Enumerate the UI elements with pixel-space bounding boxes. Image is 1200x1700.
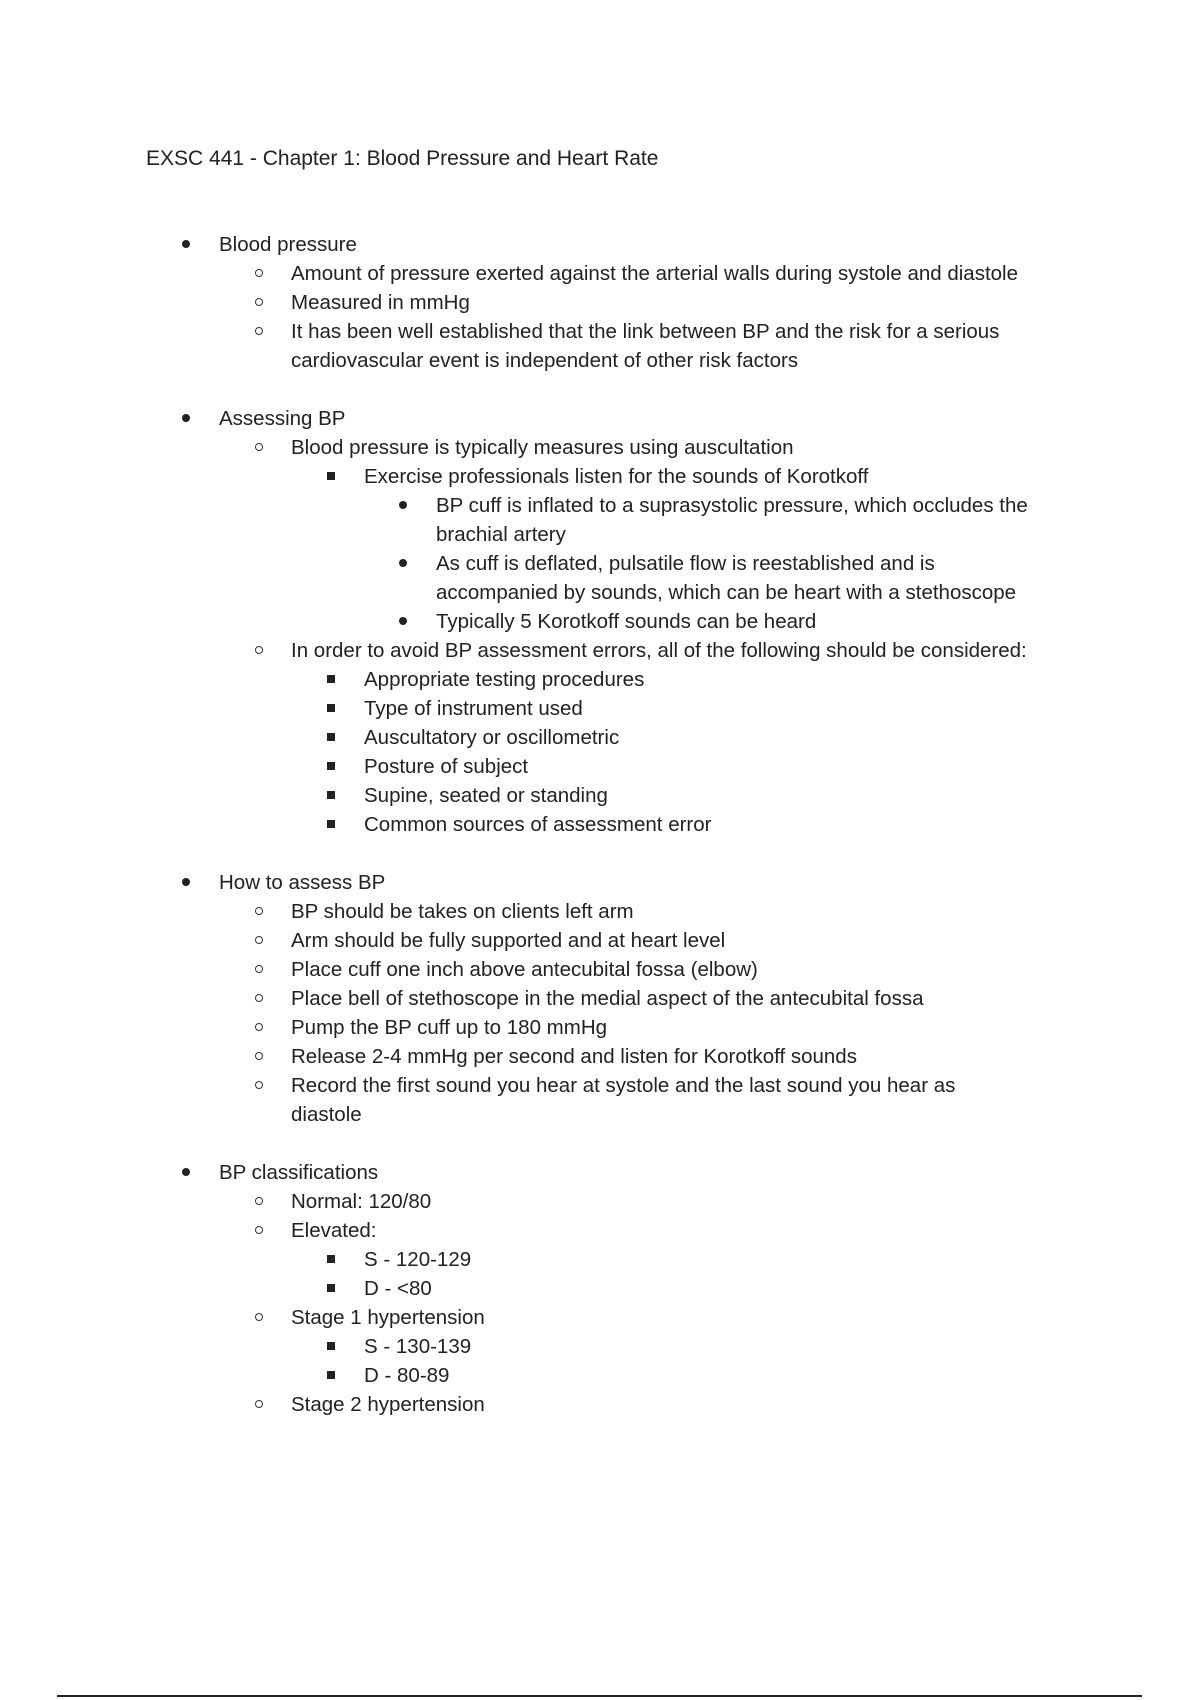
list-item-text: BP cuff is inflated to a suprasystolic pressure, which occludes the [436, 494, 1028, 517]
list-item [0, 607, 1200, 636]
list-item [0, 1158, 1200, 1187]
list-item-text: S - 130-139 [364, 1335, 472, 1358]
list-item-text: Place bell of stethoscope in the medial aspect of the antecubital fossa [291, 987, 924, 1010]
list-item [0, 1361, 1200, 1390]
bullet-disc-icon [182, 1158, 190, 1187]
page-title: EXSC 441 - Chapter 1: Blood Pressure and Heart Rate [146, 147, 659, 170]
list-item-text: BP should be takes on clients left arm [291, 900, 634, 923]
bullet-circle-icon [255, 288, 263, 317]
list-item-text: Type of instrument used [364, 697, 583, 720]
bullet-circle-icon [255, 1013, 263, 1042]
list-item-text: diastole [291, 1103, 362, 1126]
list-item [0, 810, 1200, 839]
list-item [0, 462, 1200, 491]
bullet-square-icon [327, 1274, 335, 1303]
bullet-circle-icon [255, 1042, 263, 1071]
list-item-text: S - 120-129 [364, 1248, 472, 1271]
list-item [0, 868, 1200, 897]
bullet-square-icon [327, 752, 335, 781]
list-item-text: Record the first sound you hear at systole and the last sound you hear as [291, 1074, 956, 1097]
bullet-circle-icon [255, 955, 263, 984]
list-item [0, 926, 1200, 955]
list-item-text: Supine, seated or standing [364, 784, 608, 807]
bullet-circle-icon [255, 1187, 263, 1216]
bullet-disc-icon [399, 491, 407, 520]
section-heading: Assessing BP [219, 407, 346, 430]
notes-body [0, 230, 1200, 1448]
list-item [0, 1274, 1200, 1303]
list-item-text: Release 2-4 mmHg per second and listen for Korotkoff sounds [291, 1045, 857, 1068]
list-item-text: Blood pressure is typically measures using auscultation [291, 436, 794, 459]
list-item-text: Arm should be fully supported and at heart level [291, 929, 726, 952]
list-item [0, 984, 1200, 1013]
bullet-circle-icon [255, 984, 263, 1013]
bullet-circle-icon [255, 636, 263, 665]
list-item-text: D - <80 [364, 1277, 432, 1300]
list-item-text: In order to avoid BP assessment errors, all of the following should be considered: [291, 639, 1027, 662]
list-item [0, 491, 1200, 520]
list-item [0, 723, 1200, 752]
bullet-square-icon [327, 1245, 335, 1274]
list-item-text: Normal: 120/80 [291, 1190, 432, 1213]
list-item [0, 1071, 1200, 1100]
list-item-text: Exercise professionals listen for the sounds of Korotkoff [364, 465, 869, 488]
list-item [0, 897, 1200, 926]
list-item-text: Elevated: [291, 1219, 377, 1242]
list-item-text: brachial artery [436, 523, 566, 546]
bullet-square-icon [327, 462, 335, 491]
list-item-text: As cuff is deflated, pulsatile flow is reestablished and is [436, 552, 935, 575]
list-item-text: Auscultatory or oscillometric [364, 726, 620, 749]
list-item-text: Amount of pressure exerted against the arterial walls during systole and diastole [291, 262, 1019, 285]
bullet-disc-icon [182, 868, 190, 897]
bullet-circle-icon [255, 317, 263, 346]
bullet-square-icon [327, 694, 335, 723]
list-item-text: Pump the BP cuff up to 180 mmHg [291, 1016, 608, 1039]
list-item [0, 1013, 1200, 1042]
list-item-continuation [0, 346, 1200, 375]
bullet-square-icon [327, 781, 335, 810]
list-item-continuation [0, 578, 1200, 607]
list-item [0, 1390, 1200, 1419]
bullet-circle-icon [255, 433, 263, 462]
list-item-text: Appropriate testing procedures [364, 668, 645, 691]
list-item-text: D - 80-89 [364, 1364, 450, 1387]
list-item-continuation [0, 1100, 1200, 1129]
list-item [0, 549, 1200, 578]
bullet-circle-icon [255, 1071, 263, 1100]
list-item [0, 1187, 1200, 1216]
bullet-circle-icon [255, 897, 263, 926]
bullet-circle-icon [255, 259, 263, 288]
list-item [0, 259, 1200, 288]
bullet-square-icon [327, 723, 335, 752]
list-item [0, 230, 1200, 259]
section-heading: BP classifications [219, 1161, 379, 1184]
list-item [0, 317, 1200, 346]
section-heading: Blood pressure [219, 233, 357, 256]
list-item [0, 781, 1200, 810]
bullet-disc-icon [182, 404, 190, 433]
list-item-text: It has been well established that the link between BP and the risk for a serious [291, 320, 1000, 343]
bullet-circle-icon [255, 1303, 263, 1332]
bullet-square-icon [327, 1361, 335, 1390]
list-item-text: Place cuff one inch above antecubital fossa (elbow) [291, 958, 758, 981]
list-item [0, 636, 1200, 665]
list-item [0, 1303, 1200, 1332]
list-item [0, 694, 1200, 723]
list-item [0, 433, 1200, 462]
section-assessing-bp [0, 404, 1200, 839]
bullet-circle-icon [255, 926, 263, 955]
bullet-disc-icon [399, 607, 407, 636]
bullet-square-icon [327, 810, 335, 839]
list-item-continuation [0, 520, 1200, 549]
list-item [0, 404, 1200, 433]
list-item [0, 955, 1200, 984]
list-item-text: Common sources of assessment error [364, 813, 712, 836]
list-item-text: Typically 5 Korotkoff sounds can be heard [436, 610, 817, 633]
list-item [0, 1216, 1200, 1245]
bullet-square-icon [327, 1332, 335, 1361]
bullet-circle-icon [255, 1390, 263, 1419]
bottom-divider [57, 1695, 1142, 1697]
list-item [0, 288, 1200, 317]
list-item-text: Posture of subject [364, 755, 529, 778]
list-item-text: accompanied by sounds, which can be heart with a stethoscope [436, 581, 1017, 604]
bullet-disc-icon [182, 230, 190, 259]
list-item-text: Stage 1 hypertension [291, 1306, 485, 1329]
list-item [0, 1332, 1200, 1361]
list-item-text: Measured in mmHg [291, 291, 470, 314]
section-blood-pressure [0, 230, 1200, 375]
bullet-circle-icon [255, 1216, 263, 1245]
list-item-text: Stage 2 hypertension [291, 1393, 485, 1416]
section-heading: How to assess BP [219, 871, 386, 894]
list-item [0, 1042, 1200, 1071]
bullet-disc-icon [399, 549, 407, 578]
list-item [0, 1245, 1200, 1274]
section-bp-classifications [0, 1158, 1200, 1419]
list-item [0, 752, 1200, 781]
section-how-to-assess-bp [0, 868, 1200, 1129]
list-item [0, 665, 1200, 694]
list-item-text: cardiovascular event is independent of other risk factors [291, 349, 799, 372]
bullet-square-icon [327, 665, 335, 694]
